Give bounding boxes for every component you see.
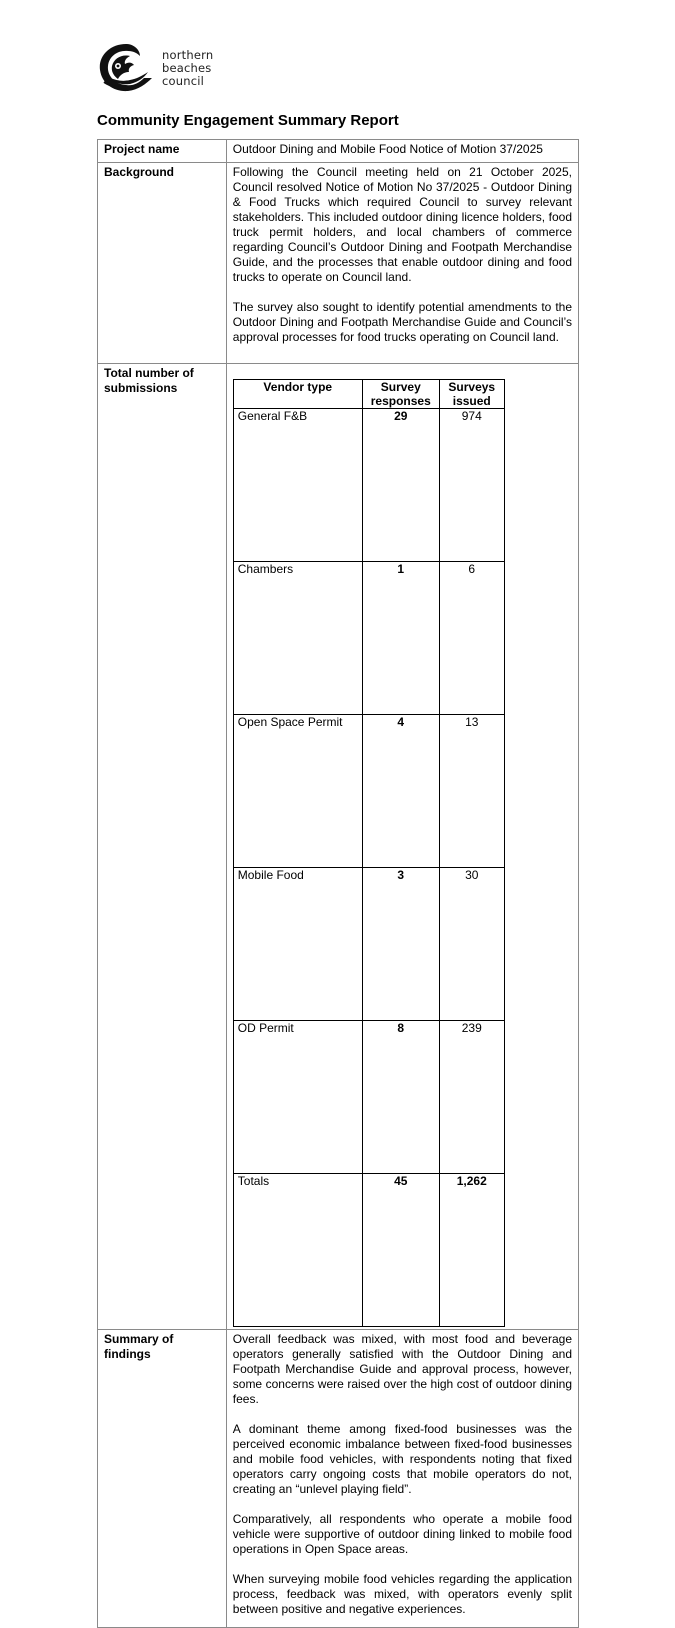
summary-paragraph: Overall feedback was mixed, with most food and beverage operators generally satisfied with the Outdoor Dining and Footpath Merchandise Guide and approval process, however, some concerns were raised over the high cost of outdoor dining fees. [232, 1332, 572, 1406]
council-emblem-icon [96, 42, 154, 94]
logo-line-2: beaches [162, 60, 212, 75]
responses-cell: 8 [362, 1021, 439, 1174]
vendor-type-cell: Mobile Food [233, 868, 362, 1021]
totals-responses: 45 [362, 1174, 439, 1327]
background-label: Background [98, 163, 227, 364]
background-paragraph: The survey also sought to identify potential amendments to the Outdoor Dining and Footpath Merchandise Guide and Council’s approval processes for food trucks operating on Council land. [232, 300, 572, 344]
project-name-label: Project name [98, 140, 227, 163]
summary-paragraph: A dominant theme among fixed-food businesses was the perceived economic imbalance between fixed-food businesses and mobile food vehicles, with respondents noting that fixed operators carry ongoing costs that mobile operators do not, creating an “unlevel playing field”. [232, 1422, 572, 1496]
responses-cell: 3 [362, 868, 439, 1021]
responses-cell: 1 [362, 562, 439, 715]
responses-cell: 29 [362, 409, 439, 562]
background-row [98, 163, 579, 364]
total-submissions-content [226, 364, 578, 1330]
table-row [233, 562, 504, 715]
total-submissions-label: Total number of submissions [98, 364, 227, 1330]
summary-table [97, 139, 579, 1628]
summary-paragraph: Comparatively, all respondents who operate a mobile food vehicle were supportive of outdoor dining linked to mobile food operations in Open Space areas. [232, 1512, 572, 1556]
table-row [233, 868, 504, 1021]
vendor-type-cell: Open Space Permit [233, 715, 362, 868]
issued-cell: 239 [439, 1021, 504, 1174]
project-name-row [98, 140, 579, 163]
logo-line-1: northern [162, 47, 214, 62]
issued-cell: 30 [439, 868, 504, 1021]
issued-cell: 6 [439, 562, 504, 715]
project-name-value: Outdoor Dining and Mobile Food Notice of Motion 37/2025 [226, 140, 578, 163]
table-row [233, 409, 504, 562]
col-header-vendor-type: Vendor type [233, 380, 362, 409]
totals-issued: 1,262 [439, 1174, 504, 1327]
council-name [162, 49, 213, 88]
summary-label: Summary of findings [98, 1330, 227, 1628]
totals-label: Totals [233, 1174, 362, 1327]
vendor-type-cell: General F&B [233, 409, 362, 562]
issued-cell: 974 [439, 409, 504, 562]
summary-content [226, 1330, 578, 1628]
vendor-table [233, 379, 505, 1327]
table-row [233, 715, 504, 868]
total-submissions-row [98, 364, 579, 1330]
summary-of-findings-row [98, 1330, 579, 1628]
background-content [226, 163, 578, 364]
summary-paragraph: When surveying mobile food vehicles regarding the application process, feedback was mixed, with operators evenly split between positive and negative experiences. [232, 1572, 572, 1616]
background-paragraph: Following the Council meeting held on 21 October 2025, Council resolved Notice of Motion No 37/2025 - Outdoor Dining & Food Trucks which required Council to survey relevant stakeholders. This included outdoor dining licence holders, food truck permit holders, and local chambers of commerce regarding Council’s Outdoor Dining and Footpath Merchandise Guide, and the processes that enable outdoor dining and food trucks to operate on Council land. [232, 165, 572, 284]
totals-row [233, 1174, 504, 1327]
issued-cell: 13 [439, 715, 504, 868]
table-row [233, 1021, 504, 1174]
logo-line-3: council [162, 73, 205, 88]
col-header-surveys-issued: Surveys issued [439, 380, 504, 409]
council-logo [96, 42, 213, 94]
responses-cell: 4 [362, 715, 439, 868]
report-title: Community Engagement Summary Report [97, 112, 399, 129]
vendor-type-cell: OD Permit [233, 1021, 362, 1174]
vendor-table-header [233, 380, 504, 409]
vendor-type-cell: Chambers [233, 562, 362, 715]
col-header-survey-responses: Survey responses [362, 380, 439, 409]
